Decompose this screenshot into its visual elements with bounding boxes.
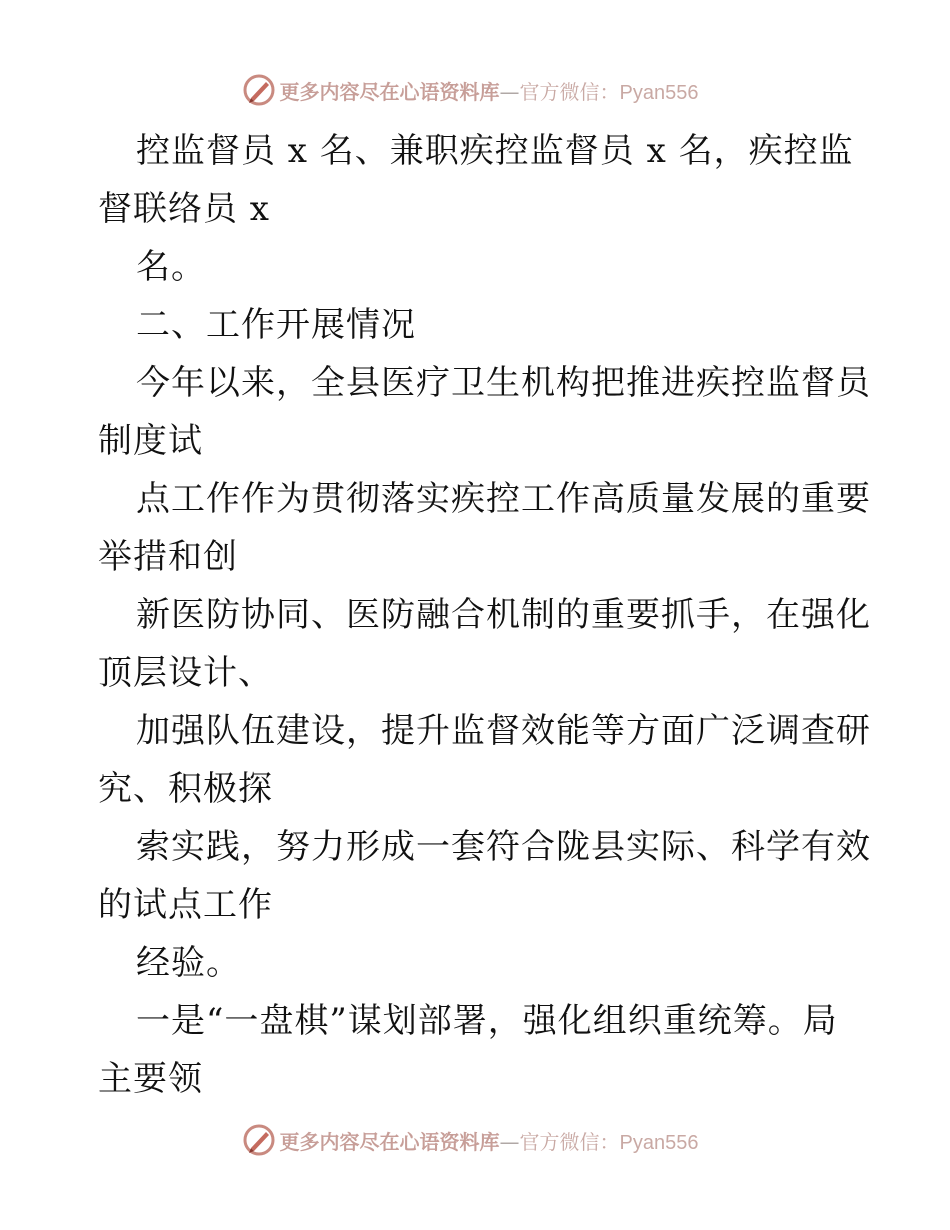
watermark-main-text: 更多内容尽在心语资料库 bbox=[279, 1129, 500, 1154]
paragraph-line: 举措和创 bbox=[98, 537, 238, 577]
paragraph-line: 督联络员 x bbox=[98, 189, 270, 229]
pen-logo-icon bbox=[242, 1123, 276, 1157]
watermark-wechat-label: 官方微信： bbox=[519, 1129, 620, 1154]
watermark-wechat-label: 官方微信： bbox=[519, 79, 620, 104]
header-watermark bbox=[0, 70, 950, 110]
paragraph-line: 点工作作为贯彻落实疾控工作高质量发展的重要 bbox=[136, 479, 871, 519]
paragraph-line: 制度试 bbox=[98, 421, 203, 461]
paragraph-line: 今年以来，全县医疗卫生机构把推进疾控监督员 bbox=[136, 363, 871, 403]
paragraph-line: 主要领 bbox=[98, 1059, 203, 1099]
paragraph-line: 经验。 bbox=[136, 943, 241, 983]
pen-logo-icon bbox=[242, 73, 276, 107]
document-body bbox=[98, 122, 871, 1108]
paragraph-line: 究、积极探 bbox=[98, 769, 273, 809]
paragraph-line: 顶层设计、 bbox=[98, 653, 273, 693]
paragraph-line: 名。 bbox=[136, 247, 206, 287]
watermark-main-text: 更多内容尽在心语资料库 bbox=[279, 79, 500, 104]
paragraph-line: 二、工作开展情况 bbox=[136, 305, 416, 345]
watermark-separator: — bbox=[499, 1129, 520, 1154]
paragraph-line: 加强队伍建设，提升监督效能等方面广泛调查研 bbox=[136, 711, 871, 751]
watermark-wechat-id: Pyan556 bbox=[619, 1131, 699, 1154]
paragraph-line: 索实践，努力形成一套符合陇县实际、科学有效 bbox=[136, 827, 871, 867]
paragraph-line: 控监督员 x 名、兼职疾控监督员 x 名，疾控监 bbox=[136, 131, 854, 171]
paragraph-line: 一是“一盘棋”谋划部署，强化组织重统筹。局 bbox=[136, 1001, 838, 1041]
paragraph-line: 的试点工作 bbox=[98, 885, 273, 925]
footer-watermark bbox=[0, 1120, 950, 1160]
watermark-separator: — bbox=[499, 79, 520, 104]
paragraph-line: 新医防协同、医防融合机制的重要抓手，在强化 bbox=[136, 595, 871, 635]
watermark-wechat-id: Pyan556 bbox=[619, 81, 699, 104]
